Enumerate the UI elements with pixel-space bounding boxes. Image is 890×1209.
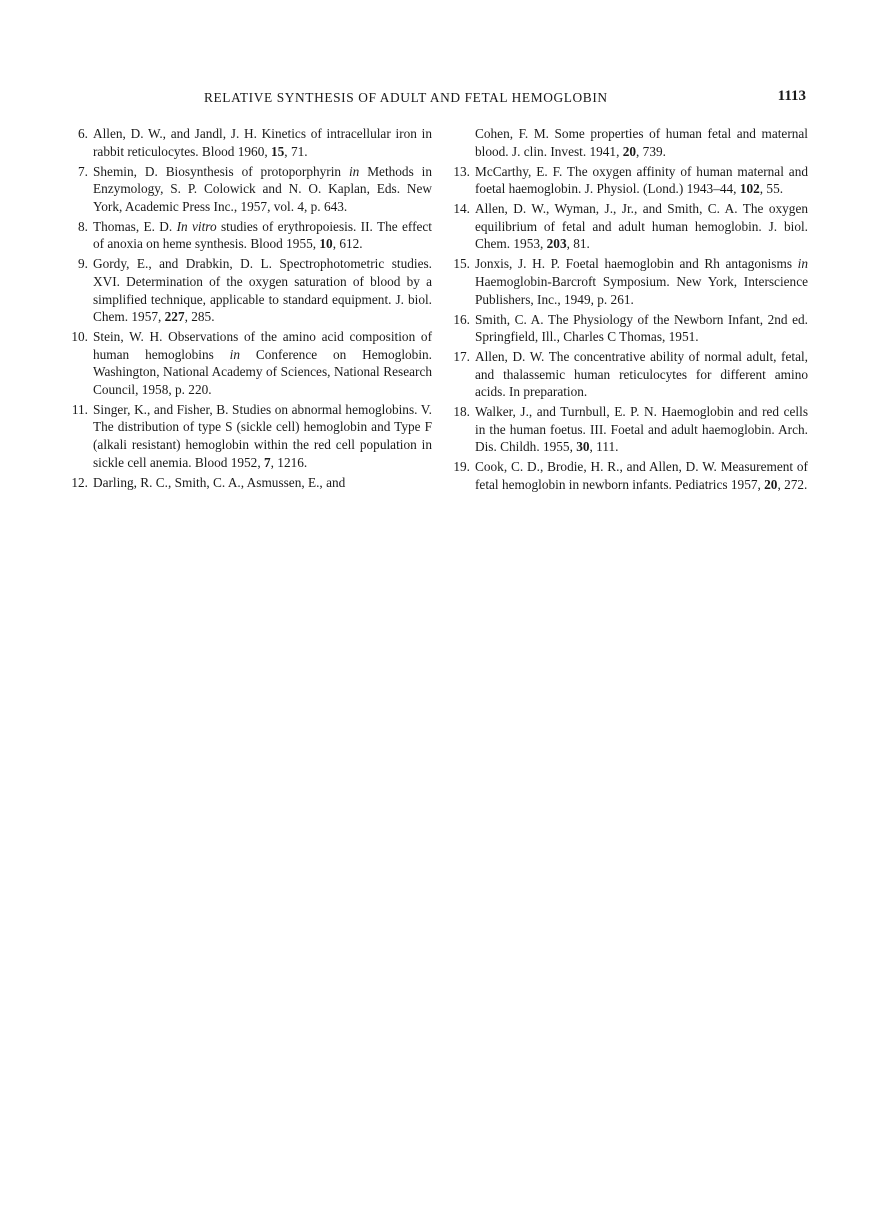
italic-text: In vitro (176, 218, 217, 234)
volume-number: 20 (764, 477, 778, 493)
reference-text: , 739. (636, 143, 666, 159)
reference-10 (62, 328, 432, 398)
reference-17 (444, 348, 808, 401)
reference-text: Walker, J., and Turnbull, E. P. N. Haemoglobin and red cells in the human foetus. III. Foetal and adult haemoglobin. Arch. Dis. Childh. 1955, (475, 404, 808, 455)
volume-number: 20 (622, 143, 637, 159)
volume-number: 203 (546, 236, 567, 252)
volume-number: 15 (271, 143, 285, 159)
reference-text: Singer, K., and Fisher, B. Studies on abnormal hemoglobins. V. The distribution of type S (sickle cell) hemoglobin and Type F (alkali resistant) hemoglobin within the red cell population in sickle cell anemia. Blood 1952, (93, 401, 432, 470)
reference-18 (444, 403, 808, 456)
reference-text: , 55. (759, 181, 784, 197)
reference-15 (444, 255, 808, 308)
reference-text: Allen, D. W. The concentrative ability of normal adult, fetal, and thalassemic human reticulocytes for different amino acids. In preparation. (475, 349, 808, 400)
reference-number: 12. (71, 474, 88, 490)
reference-number: 16. (453, 311, 470, 327)
reference-text: McCarthy, E. F. The oxygen affinity of human maternal and foetal haemoglobin. J. Physiol. (Lond.) 1943–44, (475, 163, 808, 197)
page-number: 1113 (777, 88, 806, 104)
reference-14 (444, 200, 808, 253)
reference-text: , 612. (332, 236, 363, 252)
reference-number: 14. (453, 201, 470, 217)
reference-number: 6. (78, 126, 88, 141)
volume-number: 7 (263, 454, 271, 470)
reference-number: 18. (453, 404, 470, 420)
reference-9 (62, 255, 432, 325)
reference-text: , 272. (777, 477, 808, 493)
reference-8 (62, 218, 432, 253)
reference-19 (444, 458, 808, 493)
volume-number: 102 (739, 181, 760, 197)
reference-6 (62, 125, 432, 160)
reference-text: , 111. (589, 439, 619, 455)
reference-13 (444, 163, 808, 198)
reference-text: Darling, R. C., Smith, C. A., Asmussen, E., and (93, 474, 346, 490)
reference-number: 13. (453, 163, 470, 179)
reference-text: Cook, C. D., Brodie, H. R., and Allen, D. W. Measurement of fetal hemoglobin in newborn infants. Pediatrics 1957, (475, 459, 808, 493)
reference-number: 8. (78, 218, 88, 234)
reference-text: Jonxis, J. H. P. Foetal haemoglobin and Rh antagonisms (475, 256, 798, 272)
reference-text: Methods in Enzymology, S. P. Colowick and N. O. Kaplan, Eds. New York, Academic Press Inc., 1957, vol. 4, p. 643. (93, 163, 433, 214)
reference-text: Gordy, E., and Drabkin, D. L. Spectrophotometric studies. XVI. Determination of the oxygen saturation of blood by a simplified technique, applicable to standard equipment. J. biol. Chem. 1957, (93, 256, 432, 325)
reference-number: 17. (453, 349, 470, 365)
reference-text: studies of erythropoiesis. II. The effect of anoxia on heme synthesis. Blood 1955, (93, 218, 432, 252)
reference-text: Smith, C. A. The Physiology of the Newborn Infant, 2nd ed. Springfield, Ill., Charles C Thomas, 1951. (475, 311, 808, 345)
reference-text: Thomas, E. D. (93, 218, 177, 234)
references-right-column (444, 125, 808, 496)
volume-number: 30 (576, 439, 590, 455)
italic-text: in (797, 256, 808, 272)
reference-text: Shemin, D. Biosynthesis of protoporphyrin (93, 163, 349, 179)
reference-12 (62, 474, 432, 492)
reference-text: , 1216. (270, 454, 308, 470)
reference-text: , 285. (184, 309, 215, 325)
volume-number: 10 (319, 236, 333, 252)
reference-text: Haemoglobin-Barcroft Symposium. New York, Interscience Publishers, Inc., 1949, p. 261. (475, 273, 808, 307)
reference-number: 15. (453, 256, 470, 272)
reference-text: Cohen, F. M. Some properties of human fetal and maternal blood. J. clin. Invest. 1941, (475, 126, 808, 159)
reference-text: , 81. (566, 236, 590, 252)
reference-12-continuation (444, 125, 808, 160)
reference-number: 10. (71, 329, 88, 345)
page-header (62, 90, 806, 112)
reference-number: 9. (78, 256, 88, 272)
reference-11 (62, 401, 432, 471)
italic-text: in (229, 346, 240, 362)
reference-text: Stein, W. H. Observations of the amino acid composition of human hemoglobins (93, 329, 432, 362)
reference-text: Allen, D. W., Wyman, J., Jr., and Smith, C. A. The oxygen equilibrium of fetal and adult human hemoglobin. J. biol. Chem. 1953, (475, 201, 808, 252)
reference-number: 7. (78, 163, 88, 179)
reference-text: , 71. (284, 143, 308, 159)
reference-16 (444, 311, 808, 346)
reference-number: 11. (71, 401, 88, 417)
reference-number: 19. (453, 459, 470, 475)
references-left-column (62, 125, 432, 494)
reference-7 (62, 163, 432, 216)
running-title: RELATIVE SYNTHESIS OF ADULT AND FETAL HEMOGLOBIN (204, 90, 608, 105)
italic-text: in (348, 163, 360, 179)
volume-number: 227 (164, 309, 185, 325)
reference-text: Allen, D. W., and Jandl, J. H. Kinetics of intracellular iron in rabbit reticulocytes. Blood 1960, (93, 126, 432, 159)
reference-text: Conference on Hemoglobin. Washington, National Academy of Sciences, National Research Council, 1958, p. 220. (93, 346, 432, 397)
